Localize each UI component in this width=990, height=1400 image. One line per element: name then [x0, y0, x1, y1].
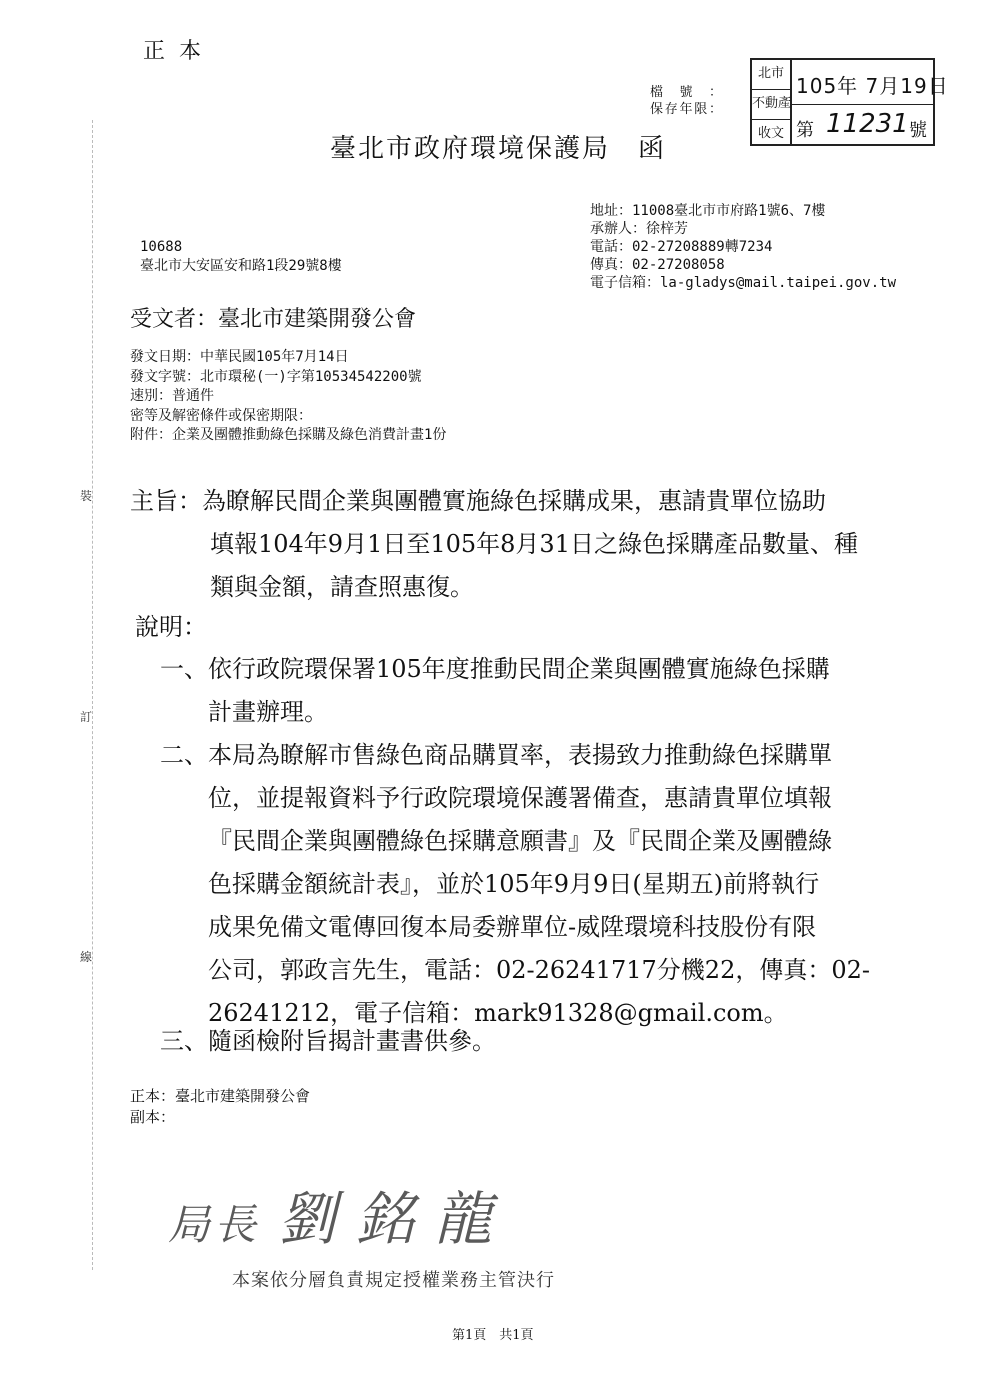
- recipient-address-block: [140, 238, 342, 276]
- speed-class: 速別：普通件: [130, 388, 214, 404]
- binding-line: [92, 120, 93, 1270]
- recipient-address: 臺北市大安區安和路1段29號8樓: [140, 258, 342, 274]
- explanation-item-2: [160, 734, 910, 1035]
- issue-date: 發文日期：中華民國105年7月14日: [130, 349, 349, 365]
- item2-line-2: 位，並提報資料予行政院環境保護署備查，惠請貴單位填報: [208, 784, 832, 812]
- attachment: 附件：企業及團體推動綠色採購及綠色消費計畫1份: [130, 427, 447, 443]
- distribution-block: [130, 1086, 310, 1128]
- item2-line-7: 26241212，電子信箱：mark91328@gmail.com。: [208, 999, 788, 1027]
- document-meta: [130, 348, 446, 446]
- receipt-stamp: [750, 58, 949, 146]
- binding-mark-zhuang: 裝: [80, 489, 93, 503]
- file-number-label: 檔號：: [650, 85, 722, 100]
- explanation-item-3: [160, 1020, 910, 1063]
- subject-paragraph: [130, 480, 910, 609]
- copy-type-label: 正本: [143, 39, 216, 64]
- binding-mark-xian: 線: [80, 950, 93, 964]
- stamp-org-2: 不動產: [752, 90, 790, 120]
- item2-line-1: 二、本局為瞭解市售綠色商品購買率，表揚致力推動綠色採購單: [160, 741, 832, 769]
- item2-line-3: 『民間企業與團體綠色採購意願書』及『民間企業及團體綠: [208, 827, 832, 855]
- stamp-divider: [790, 104, 933, 105]
- signature-title: 局長: [168, 1200, 261, 1249]
- delegation-note: 本案依分層負責規定授權業務主管決行: [232, 1270, 555, 1291]
- sender-address: 地址：11008臺北市市府路1號6、7樓: [590, 203, 826, 219]
- file-meta: [650, 84, 722, 118]
- issue-number: 發文字號：北市環秘(一)字第10534542200號: [130, 368, 422, 385]
- stamp-org-3: 收文: [757, 126, 784, 141]
- fax: 傳真：02-27208058: [590, 257, 725, 273]
- retention-label: 保存年限：: [650, 102, 722, 117]
- item1-line-1: 一、依行政院環保署105年度推動民間企業與團體實施綠色採購: [160, 655, 830, 683]
- stamp-org-column: [752, 60, 792, 144]
- receiver-line: 受文者：臺北市建築開發公會: [130, 307, 417, 332]
- handler: 承辦人：徐梓芳: [590, 221, 688, 237]
- stamp-no-suffix: 號: [909, 120, 927, 141]
- document-title: 臺北市政府環境保護局 函: [330, 134, 667, 164]
- director-signature: [168, 1172, 512, 1256]
- page-number: 第1頁 共1頁: [452, 1328, 534, 1343]
- stamp-receipt-number: 11231: [826, 109, 909, 139]
- secrecy-level: 密等及解密條件或保密期限：: [130, 407, 312, 424]
- phone: 電話：02-27208889轉7234: [590, 239, 773, 255]
- recipient-postcode: 10688: [140, 239, 183, 255]
- sender-contact-block: [590, 202, 896, 292]
- explanation-heading: 說明：: [135, 613, 207, 641]
- signature-name: 劉銘龍: [278, 1185, 513, 1253]
- binding-mark-ding: 訂: [80, 710, 93, 724]
- item2-line-4: 色採購金額統計表』，並於105年9月9日(星期五)前將執行: [208, 870, 820, 898]
- item2-line-5: 成果免備文電傳回復本局委辦單位-威陞環境科技股份有限: [208, 913, 817, 941]
- subject-line-2: 填報104年9月1日至105年8月31日之綠色採購產品數量、種: [210, 530, 858, 558]
- stamp-org-1: 北市: [752, 60, 790, 90]
- subject-line-3: 類與金額，請查照惠復。: [210, 573, 474, 601]
- email: 電子信箱：la-gladys@mail.taipei.gov.tw: [590, 275, 897, 291]
- copy-recipient: 副本：: [130, 1108, 176, 1126]
- subject-line-1: 主旨：為瞭解民間企業與團體實施綠色採購成果，惠請貴單位協助: [130, 487, 826, 515]
- stamp-date: 105年 7月19日: [796, 74, 949, 98]
- item1-line-2: 計畫辦理。: [208, 698, 328, 726]
- explanation-item-1: [160, 648, 910, 734]
- original-recipient: 正本：臺北市建築開發公會: [130, 1087, 311, 1105]
- stamp-no-prefix: 第: [796, 120, 814, 141]
- item3-line-1: 三、隨函檢附旨揭計畫書供參。: [160, 1027, 496, 1055]
- item2-line-6: 公司，郭政言先生，電話：02-26241717分機22，傳真：02-: [208, 956, 870, 984]
